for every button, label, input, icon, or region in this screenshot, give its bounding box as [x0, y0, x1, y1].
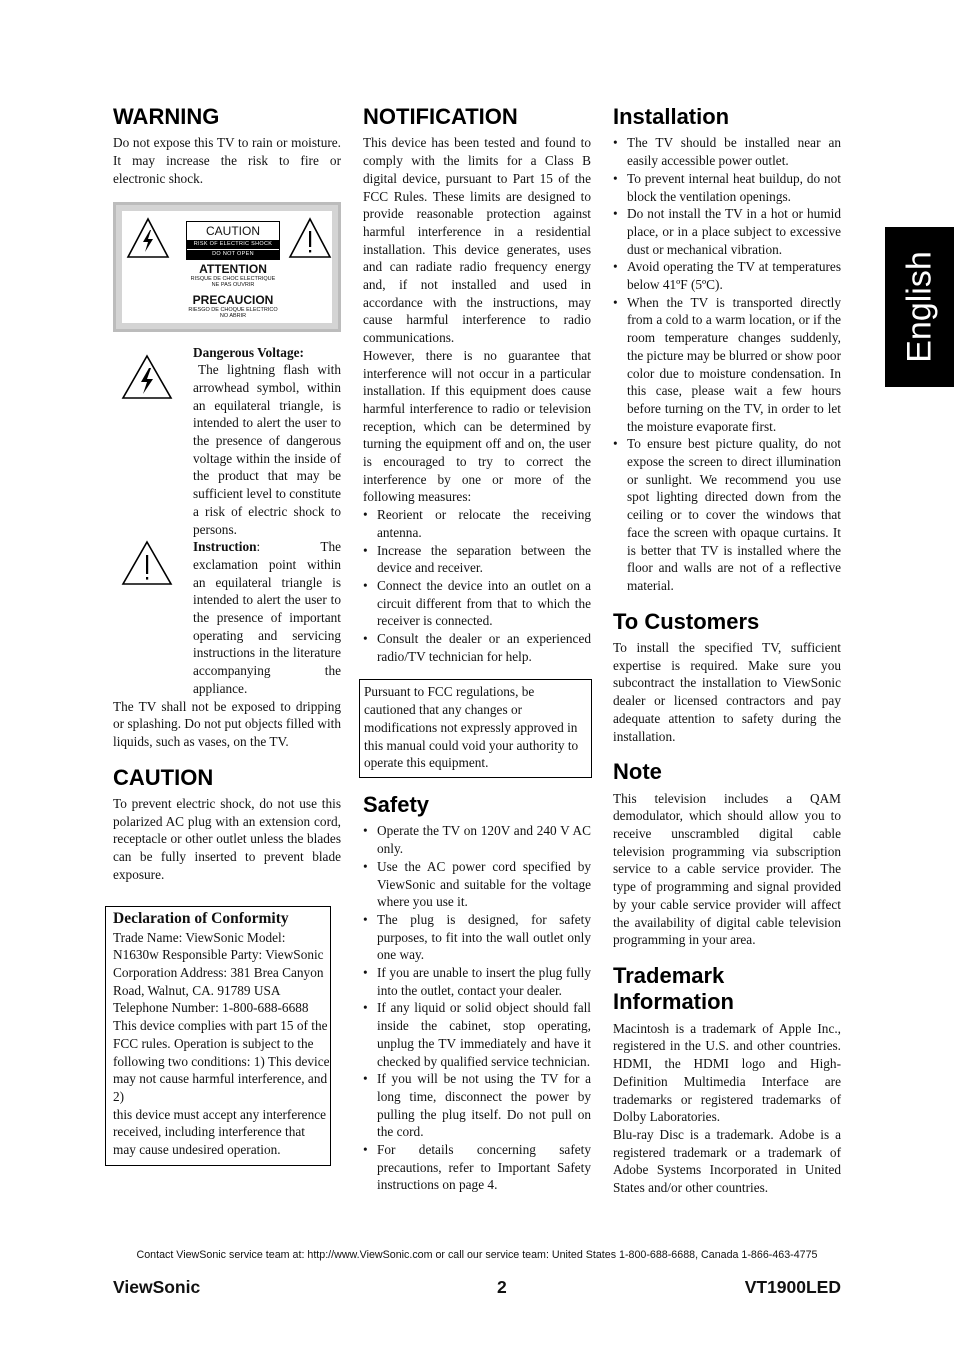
footer	[113, 1277, 841, 1299]
label-attention: ATTENTION	[199, 261, 267, 276]
page-number: 2	[497, 1277, 507, 1297]
list-item: • Avoid operating the TV at temperatures below 41ºF (5ºC).	[613, 258, 841, 293]
instruction-title: Instruction	[193, 539, 257, 555]
fcc-notice-text: Pursuant to FCC regulations, be cautioned that any changes or modifications not expressly approved in this manual could void your authority to operate this equipment.	[364, 684, 579, 771]
list-item: • Consult the dealer or an experienced radio/TV technician for help.	[363, 630, 591, 665]
list-item: • The TV should be installed near an easily accessible power outlet.	[613, 134, 841, 169]
footer-brand: ViewSonic	[113, 1277, 201, 1297]
list-item: • Increase the separation between the device and receiver.	[363, 542, 591, 577]
dangerous-voltage-text: The lightning flash with arrowhead symbol, within an equilateral triangle, is intended to alert the user to the presence of dangerous voltage within the inside of the product that may be sufficient level to constitute a risk of electric shock to persons.	[193, 362, 341, 537]
declaration-box	[105, 906, 331, 1166]
list-item: • When the TV is transported directly from a cold to a warm location, or if the room temperature changes suddenly, the picture may be blurred or show poor color due to moisture condensation. In this case, please wait a few hours before turning on the TV, in order to let the moisture evaporate first.	[613, 294, 841, 436]
trademark-p1: Macintosh is a trademark of Apple Inc., registered in the U.S. and other countries. HDMI, the HDMI logo and High-Definition Multimedia Interface are trademarks or registered trademarks of Dolby Laboratories.	[613, 1020, 841, 1125]
list-item: • If any liquid or solid object should fall inside the cabinet, stop operating, unplug the TV immediately and have it checked by qualified service technician.	[363, 999, 591, 1070]
declaration-title: Declaration of Conformity	[113, 909, 289, 927]
notification-list	[363, 506, 591, 665]
list-item: • Connect the device into an outlet on a circuit different from that to which the receiver is connected.	[363, 577, 591, 630]
safety-list	[363, 822, 591, 1194]
exclamation-warning-icon	[288, 217, 332, 259]
column-middle	[363, 104, 591, 1194]
list-item: • To prevent internal heat buildup, do not block the ventilation openings.	[613, 170, 841, 205]
caution-heading: CAUTION	[113, 764, 214, 790]
list-item: • Do not install the TV in a hot or humid place, or in a place subject to excessive dust or mechanical vibration.	[613, 205, 841, 258]
warning-text: Do not expose this TV to rain or moisture. It may increase the risk to fire or electronic shock.	[113, 135, 341, 186]
lightning-triangle-icon	[121, 354, 173, 400]
label-precaucion-sub2: NO ABRIR	[219, 313, 247, 319]
list-item: • Operate the TV on 120V and 240 V AC only.	[363, 822, 591, 857]
label-caution: CAUTION	[206, 223, 260, 238]
warning-heading: WARNING	[113, 104, 220, 129]
exclamation-triangle-icon	[121, 540, 173, 586]
fcc-notice-box	[359, 679, 592, 778]
list-item: • Reorient or relocate the receiving antenna.	[363, 506, 591, 541]
language-tab	[885, 227, 954, 387]
label-precaucion-sub1: RIESGO DE CHOQUE ELECTRICO	[188, 306, 278, 313]
footer-contact: Contact ViewSonic service team at: http://www.ViewSonic.com or call our service team: United States 1-800-688-6688, Canada 1-866-463-4775	[136, 1249, 818, 1261]
drip-text: The TV shall not be exposed to dripping or splashing. Do not put objects filled with liquids, such as vases, on the TV.	[113, 698, 341, 749]
footer-model: VT1900LED	[744, 1277, 841, 1297]
instruction-block	[113, 538, 341, 697]
lightning-warning-icon	[126, 217, 170, 259]
trademark-heading: Trademark Information	[613, 963, 734, 1015]
notification-p1: This device has been tested and found to comply with the limits for a Class B digital device, pursuant to Part 15 of the FCC Rules. These limits are designed to provide reasonable protection against harmful interference in a residential installation. This device generates, uses and can radiate radio frequency energy and, if not installed and used in accordance with the instructions, may cause harmful interference to radio communications.	[363, 135, 591, 346]
list-item: • To ensure best picture quality, do not expose the screen to direct illumination or sunlight. We recommend you use spot lighting directed down from the ceiling or to cover the windows that face the screen with opaque curtains. It is better that TV is installed where the floor and walls are not of a reflective material.	[613, 435, 841, 594]
list-item: • Use the AC power cord specified by ViewSonic and suitable for the voltage where you use it.	[363, 858, 591, 911]
installation-list	[613, 134, 841, 594]
declaration-text-2: this device must accept any interference received, including interference that may cause undesired operation.	[113, 1106, 327, 1158]
label-risk: RISK OF ELECTRIC SHOCK	[187, 240, 279, 249]
caution-text: To prevent electric shock, do not use this polarized AC plug with an extension cord, receptacle or other outlet unless the blades can be fully inserted to prevent blade exposure.	[113, 796, 341, 882]
label-do-not-open: DO NOT OPEN	[187, 249, 279, 259]
label-attention-sub1: RISQUE DE CHOC ELECTRIQUE	[190, 275, 276, 282]
to-customers-text: To install the specified TV, sufficient expertise is required. Make sure you subcontract the installation to ViewSonic dealer or licensed contractors and pay adequate attention to safety during the installation.	[613, 640, 841, 744]
instruction-text: : The exclamation point within an equilateral triangle is intended to alert the user to the presence of important operating and servicing instructions in the literature accompanying the appliance.	[193, 539, 341, 696]
column-left	[113, 104, 341, 1166]
language-tab-label: English	[900, 251, 938, 363]
notification-heading: NOTIFICATION	[363, 104, 518, 129]
dangerous-voltage-block	[113, 344, 341, 539]
label-precaucion: PRECAUCION	[192, 292, 274, 307]
list-item: • If you will be not using the TV for a long time, disconnect the power by pulling the plug itself. Do not pull on the cord.	[363, 1070, 591, 1141]
note-text: This television includes a QAM demodulator, which should allow you to receive unscrambled digital cable television programming via subscription service to a cable service provider. The type of programming and signal provided by your cable service provider will affect the availability of digital cable television programming in your area.	[613, 790, 841, 948]
list-item: • For details concerning safety precautions, refer to Important Safety instructions on page 4.	[363, 1141, 591, 1194]
list-item: • If you are unable to insert the plug fully into the outlet, contact your dealer.	[363, 964, 591, 999]
caution-label-text	[186, 221, 280, 320]
trademark-p2: Blu-ray Disc is a trademark. Adobe is a registered trademark or a trademark of Adobe Systems Incorporated in United States and/or other countries.	[613, 1127, 841, 1196]
caution-label	[113, 202, 341, 332]
column-right	[613, 104, 841, 1197]
to-customers-heading: To Customers	[613, 608, 760, 634]
safety-heading: Safety	[363, 792, 430, 817]
list-item: • The plug is designed, for safety purposes, to fit into the wall outlet only one way.	[363, 911, 591, 964]
note-heading: Note	[613, 759, 662, 785]
installation-heading: Installation	[613, 104, 730, 129]
dangerous-voltage-title: Dangerous Voltage:	[193, 344, 304, 360]
notification-p2: However, there is no guarantee that interference will not occur in a particular installation. If this equipment does cause harmful interference to radio or television reception, which can be determined by turning the equipment off and on, the user is encouraged to try to correct the interference by one or more of the following measures:	[363, 347, 591, 505]
label-attention-sub2: NE PAS OUVRIR	[211, 282, 255, 288]
declaration-text-1: Trade Name: ViewSonic Model: N1630w Responsible Party: ViewSonic Corporation Address: 381 Brea Canyon Road, Walnut, CA. 91789 USA Telephone Number: 1-800-688-6688 This device complies with part 15 of the FCC rules. Operation is subject to the following two conditions: 1) This device may not cause harmful interference, and 2)	[113, 929, 330, 1104]
